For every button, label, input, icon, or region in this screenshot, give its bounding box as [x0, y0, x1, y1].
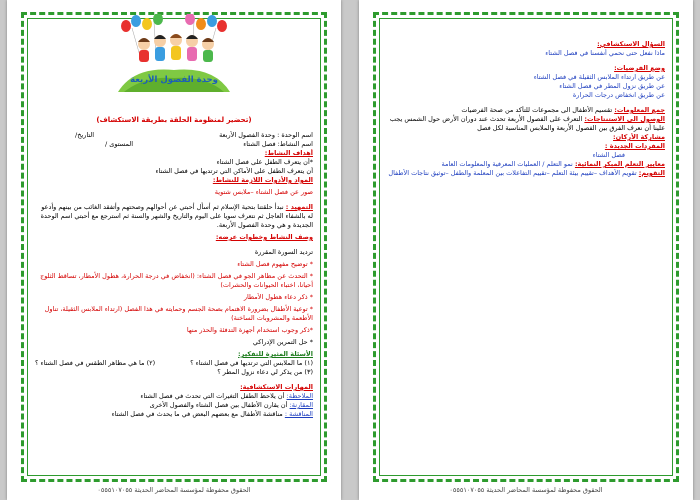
goal-item: *أن يتعرف الطفل على فصل الشتاء — [216, 158, 313, 166]
steps-title: وصف النشاط وخطوات عرضه: — [215, 233, 313, 241]
skills-title: المهارات الاستكشافية: — [240, 383, 313, 391]
children — [138, 34, 214, 62]
page-footer: الحقوق محفوظة لمؤسسة المحاضر الحديثة ٠٥٥٥١٠٧٠٥٥ — [97, 486, 251, 494]
question-item: (٣) من يذكر لي دعاء نزول المطر ؟ — [217, 368, 313, 376]
collect-text: تقسيم الأطفال الى مجموعات للتأكد من صحة الفرضيات — [461, 106, 613, 114]
conclusion-label: الوصول الى الاستنتاجات: — [584, 115, 665, 123]
skill-text: أن يقارن الأطفال بين فصل الشتاء والفصول الأخرى — [149, 401, 288, 409]
exploratory-question-text: ماذا نفعل حتى نحمي أنفسنا في فصل الشتاء — [545, 49, 665, 57]
level-label: المستوى / — [105, 140, 134, 148]
materials-title: المواد والأدوات اللازمة للنشاط: — [212, 176, 313, 184]
banner-illustration — [114, 14, 234, 94]
goal-item: أن يتعرف الطفل على الأماكن التي ترتديها في فصل الشتاء — [155, 167, 313, 175]
question-item: (١) ما الملابس التي ترتديها في فصل الشتاء ؟ — [190, 359, 313, 367]
standards-label: معايير التعلم المبكر النمائية: — [574, 160, 665, 168]
conclusion-text: التعرف على الفصول الأربعة تحدث عند دوران الأرض حول الشمس يجب علينا أن نعرف الفرق بين الفصول الأربعة والملابس المناسبة لكل فصل — [389, 115, 665, 132]
page-right — [359, 0, 693, 500]
step-item: * توعية الأطفال بضرورة الاهتمام بصحة الجسم وحمايته في هذا الفصل (ارتداء الملابس الثقيلة، تناول الأطعمة والمشروبات الساخنة) — [44, 305, 313, 322]
question-item: (٢) ما هي مظاهر الطقس في فصل الشتاء ؟ — [35, 359, 156, 367]
step-item: * حل التمرين الإدراكي — [252, 338, 313, 346]
banner-title: وحدة الفصول الأربعة — [130, 75, 218, 85]
skill-label: المقارنة: — [289, 401, 313, 409]
skill-label: الملاحظة: — [286, 392, 313, 400]
hypotheses-title: وضع الفرضيات: — [614, 64, 665, 72]
step-item: ترديد السورة المقررة — [254, 248, 313, 256]
collect-label: جمع المعلومات: — [614, 106, 665, 114]
skill-text: مناقشة الأطفال مع بعضهم البعض في ما يحدث في فصل الشتاء — [111, 410, 283, 418]
exploratory-question-title: السؤال الاستكشافي: — [597, 40, 665, 48]
step-item: *ذكر وجوب استخدام أجهزة التدفئة والحذر منها — [186, 326, 313, 334]
step-item: * توضيح مفهوم فصل الشتاء — [237, 260, 313, 268]
skill-label: المناقشة : — [284, 410, 313, 418]
activity-name: اسم النشاط: فصل الشتاء — [243, 140, 313, 148]
date-label: التاريخ/ — [75, 131, 95, 139]
questions-title: الأسئلة المثيرة للتفكير: — [238, 350, 313, 358]
intro-label: التمهيد : — [285, 203, 313, 211]
page-footer: الحقوق محفوظة لمؤسسة المحاضر الحديثة ٠٥٥٥١٠٧٠٥٥ — [449, 486, 603, 494]
skill-text: أن يلاحظ الطفل التغيرات التي تحدث في فصل الشتاء — [140, 392, 285, 400]
corners-title: مشاركة الأركان: — [613, 133, 665, 141]
intro-text: نبدأ حلقتنا بتحية الإسلام ثم أسأل أحبتي عن أحوالهم وصحتهم وأتفقد الغائب من بينهم وأدعو له بالشفاء العاجل ثم نتعرف سويا على اليوم والتاريخ والشهر والسنة ثم استرجع مع أحبتي اسم الوحدة الجديدة و هي وحدة الفصول الأربعة. — [40, 203, 313, 229]
plan-heading: (تحضير لمنظومة الحلقة بطريقة الاستكشاف) — [96, 116, 252, 124]
evaluation-text: تقويم الأهداف –تقييم بيئة التعلم –تقييم التفاعلات بين المعلمة والطفل –توثيق نتاجات الأطفال — [388, 169, 637, 177]
goals-title: أهداف النشاط: — [264, 149, 313, 157]
vocab-title: المفردات الجديدة : — [604, 142, 665, 150]
hypothesis-item: عن طريق نزول المطر في فصل الشتاء — [559, 82, 665, 90]
page-left — [7, 0, 341, 500]
vocab-text: فصل الشتاء — [592, 151, 625, 159]
materials-text: صور عن فصل الشتاء –ملابس شتوية — [214, 188, 313, 196]
standards-text: نمو التعلم / العمليات المعرفية والمعلومات العامة — [441, 160, 573, 168]
hypothesis-item: عن طريق انخفاض درجات الحرارة — [572, 91, 665, 99]
hypothesis-item: عن طريق ارتداء الملابس الثقيلة في فصل الشتاء — [533, 73, 665, 81]
step-item: * التحدث عن مظاهر الجو في فصل الشتاء: (انخفاض في درجة الحرارة، هطول الأمطار، تساقط الثلوج أحيانا، اختباء الحيوانات والحشرات) — [40, 272, 313, 289]
evaluation-label: التقويم: — [638, 169, 665, 177]
unit-name: اسم الوحدة : وحدة الفصول الأربعة — [219, 131, 313, 139]
step-item: * ذكر دعاء هطول الأمطار — [243, 293, 313, 301]
